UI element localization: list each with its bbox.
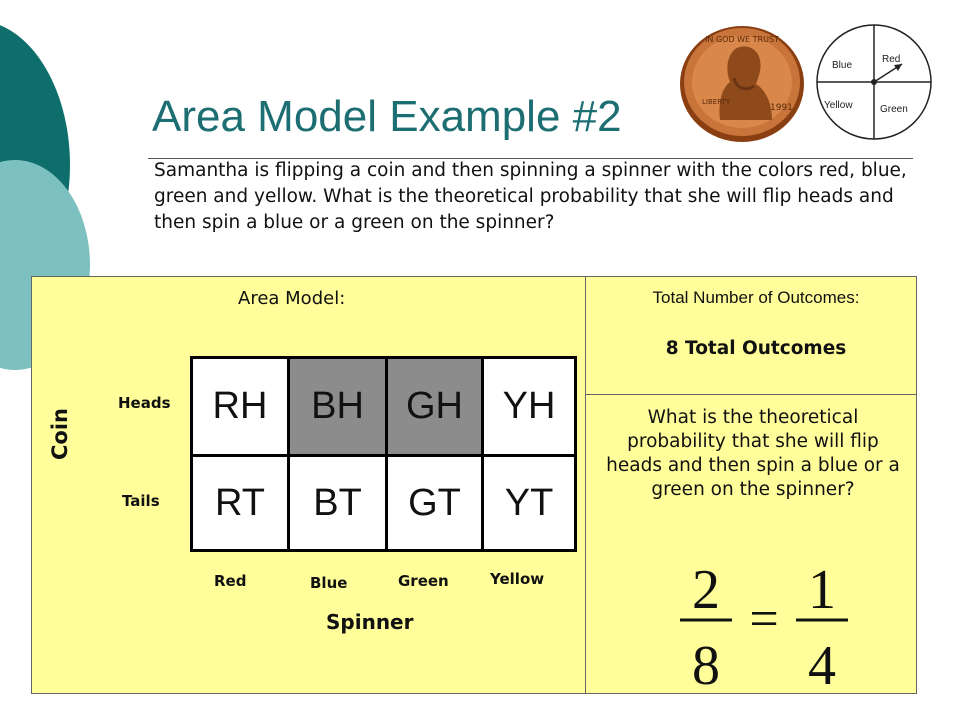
problem-statement: Samantha is flipping a coin and then spinning a spinner with the colors red, blue, green and yellow. What is the theoretical probability that she will flip heads and then spin a blue or a green on the spinner? [154, 160, 907, 233]
slide-title: Area Model Example #2 [152, 92, 622, 141]
area-model-label: Area Model: [238, 288, 346, 309]
spinner-label-yellow: Yellow [824, 100, 853, 111]
spinner-label-blue: Blue [832, 60, 853, 71]
column-label-red: Red [214, 572, 247, 590]
column-label-yellow: Yellow [490, 570, 545, 588]
spinner-axis-label: Spinner [326, 610, 414, 634]
fraction-numerator-1: 2 [692, 559, 720, 621]
fraction-denominator-1: 8 [692, 635, 720, 692]
cell-yh: YH [484, 359, 574, 457]
column-label-green: Green [398, 572, 449, 590]
coin-liberty: LIBERTY [702, 98, 731, 106]
spinner-image [816, 20, 938, 142]
question-text: What is the theoretical probability that she will flip heads and then spin a blue or a green on the spinner? [606, 407, 900, 500]
cell-rt: RT [193, 457, 290, 549]
fraction-numerator-2: 1 [808, 559, 836, 621]
column-label-blue: Blue [310, 574, 348, 592]
cell-rh: RH [193, 359, 290, 457]
spinner-label-green: Green [880, 104, 908, 115]
spinner-label-red: Red [882, 54, 901, 65]
total-outcomes-label: Total Number of Outcomes: [652, 288, 860, 307]
coin-axis-label: Coin [48, 408, 72, 460]
fraction-denominator-2: 4 [808, 635, 836, 692]
answer-fraction [672, 552, 852, 692]
cell-bt: BT [290, 457, 388, 549]
total-outcomes-value: 8 Total Outcomes [665, 338, 847, 359]
panel-vertical-divider [585, 276, 586, 694]
cell-gt: GT [388, 457, 484, 549]
area-model-grid [190, 356, 577, 552]
penny-image [676, 18, 812, 146]
panel-horizontal-divider [585, 394, 917, 395]
cell-bh: BH [290, 359, 388, 457]
coin-motto: IN GOD WE TRUST [705, 35, 779, 44]
equals-sign: = [749, 591, 779, 648]
cell-yt: YT [504, 481, 554, 524]
row-label-heads: Heads [118, 394, 171, 412]
cell-gh: GH [388, 359, 484, 457]
row-label-tails: Tails [122, 492, 160, 510]
coin-year: 1991 [770, 103, 793, 113]
